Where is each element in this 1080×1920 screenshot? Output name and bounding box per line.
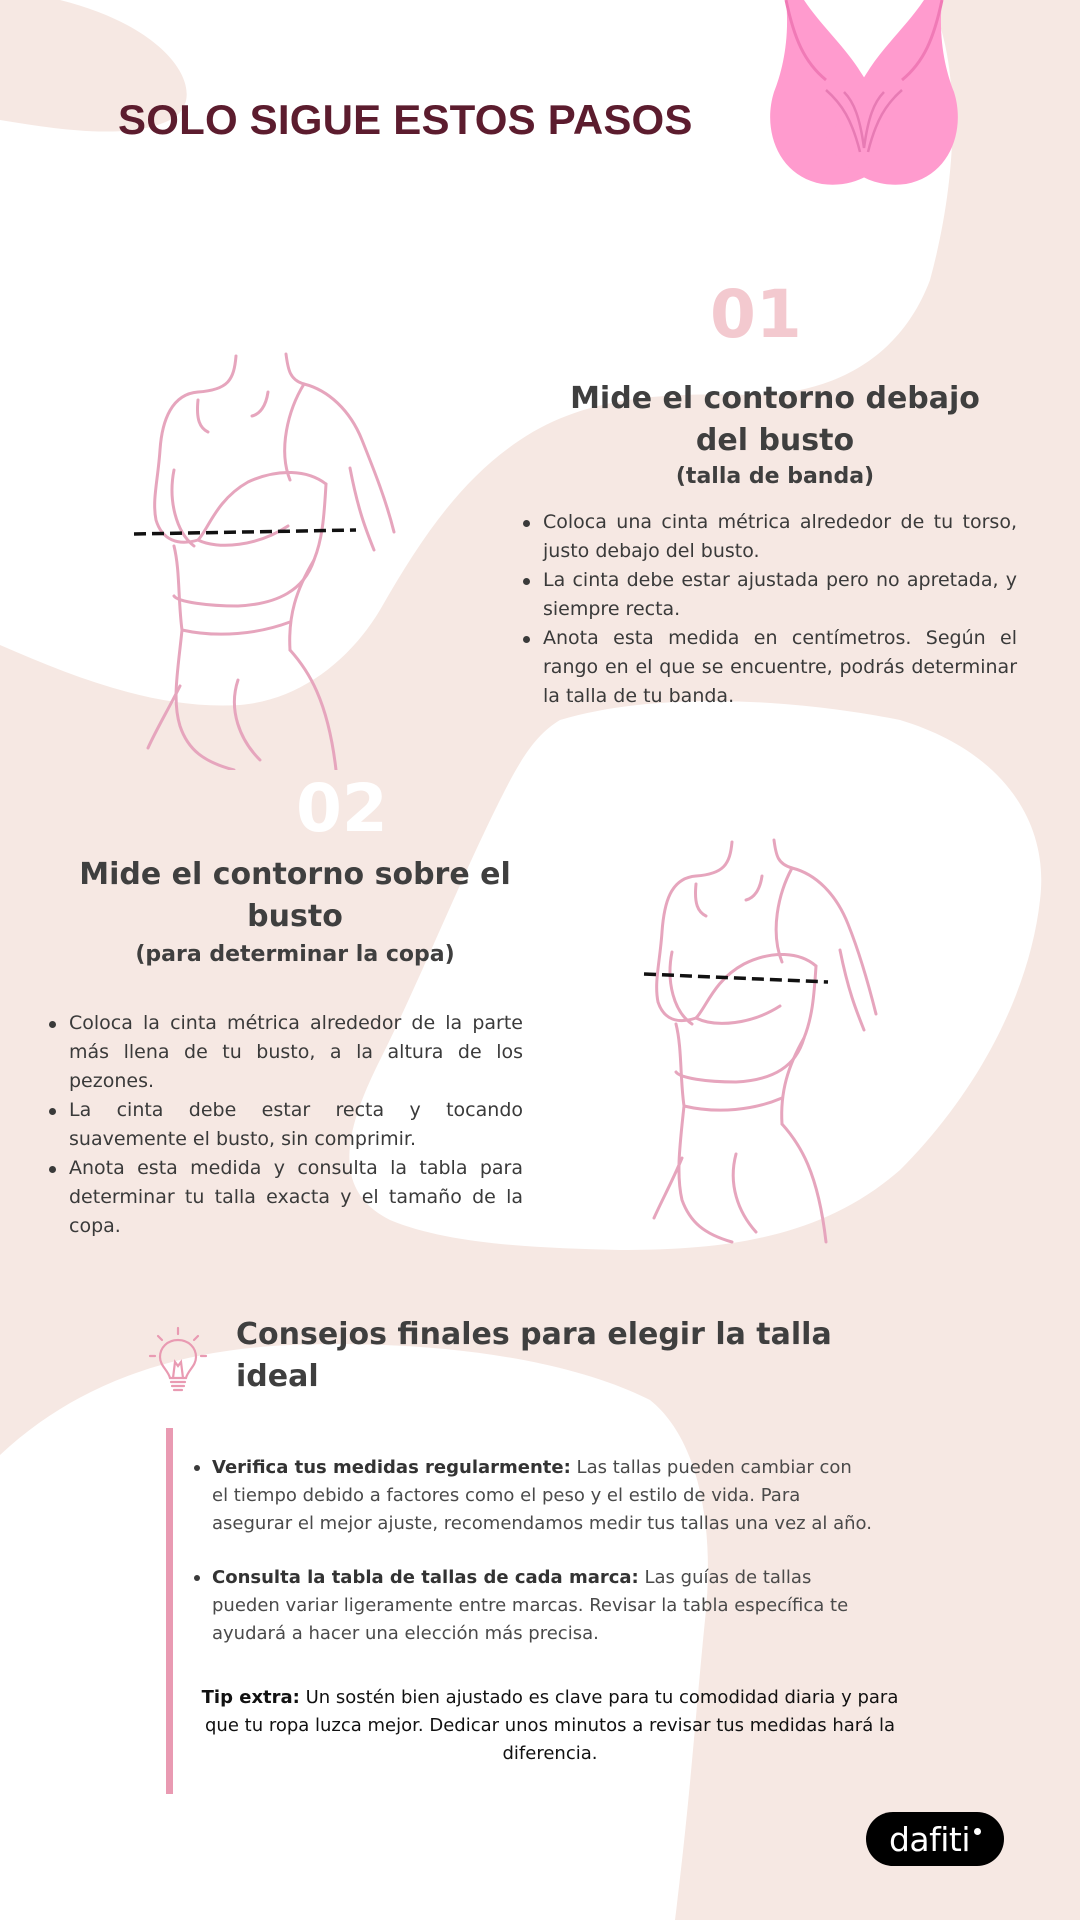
tip-item	[192, 1454, 872, 1538]
step-1-list	[519, 508, 1017, 711]
tips-accent-bar	[166, 1428, 173, 1794]
tip-text: Las guías de tallas pueden variar ligeramente entre marcas. Revisar la tabla específica te ayudará a hacer una elección más precisa.	[212, 1567, 849, 1644]
tip-text: Las tallas pueden cambiar con el tiempo debido a factores como el peso y el estilo de vida. Para asegurar el mejor ajuste, recomendamos medir tus tallas una vez al año.	[212, 1457, 872, 1534]
list-item: La cinta debe estar recta y tocando suavemente el busto, sin comprimir.	[45, 1096, 523, 1154]
list-item: Coloca una cinta métrica alrededor de tu torso, justo debajo del busto.	[519, 508, 1017, 566]
tip-bold: Verifica tus medidas regularmente:	[212, 1457, 571, 1478]
step-1-heading: Mide el contorno debajo del busto	[570, 381, 980, 458]
step-number-1: 01	[710, 276, 802, 353]
lightbulb-icon	[148, 1326, 208, 1398]
dafiti-logo[interactable]	[866, 1812, 1004, 1866]
step-1-subheading: (talla de banda)	[675, 464, 875, 489]
extra-tip	[200, 1684, 900, 1768]
list-item: La cinta debe estar ajustada pero no apretada, y siempre recta.	[519, 566, 1017, 624]
step-number-2: 02	[296, 770, 388, 847]
extra-tip-bold: Tip extra:	[201, 1687, 300, 1708]
page-title: SOLO SIGUE ESTOS PASOS	[118, 96, 693, 143]
tip-item	[192, 1564, 872, 1648]
logo-text: dafiti	[888, 1819, 971, 1859]
step-2-subheading: (para determinar la copa)	[135, 942, 455, 967]
list-item: Coloca la cinta métrica alrededor de la parte más llena de tu busto, a la altura de los pezones.	[45, 1009, 523, 1096]
step-2-heading: Mide el contorno sobre el busto	[79, 857, 511, 934]
step-2-list	[45, 1009, 523, 1241]
tips-title: Consejos finales para elegir la talla ideal	[236, 1317, 832, 1394]
bra-illustration	[764, 0, 964, 190]
torso-figure-underbust	[128, 350, 438, 770]
logo-dot	[974, 1828, 981, 1835]
tip-bold: Consulta la tabla de tallas de cada marca:	[212, 1567, 639, 1588]
extra-tip-text: Un sostén bien ajustado es clave para tu comodidad diaria y para que tu ropa luzca mejor. Dedicar unos minutos a revisar tus medidas hará la diferencia.	[205, 1687, 899, 1764]
tips-list-2	[192, 1564, 872, 1648]
torso-figure-overbust	[636, 838, 916, 1248]
list-item: Anota esta medida y consulta la tabla para determinar tu talla exacta y el tamaño de la copa.	[45, 1154, 523, 1241]
tips-list-1	[192, 1454, 872, 1538]
list-item: Anota esta medida en centímetros. Según el rango en el que se encuentre, podrás determinar la talla de tu banda.	[519, 624, 1017, 711]
